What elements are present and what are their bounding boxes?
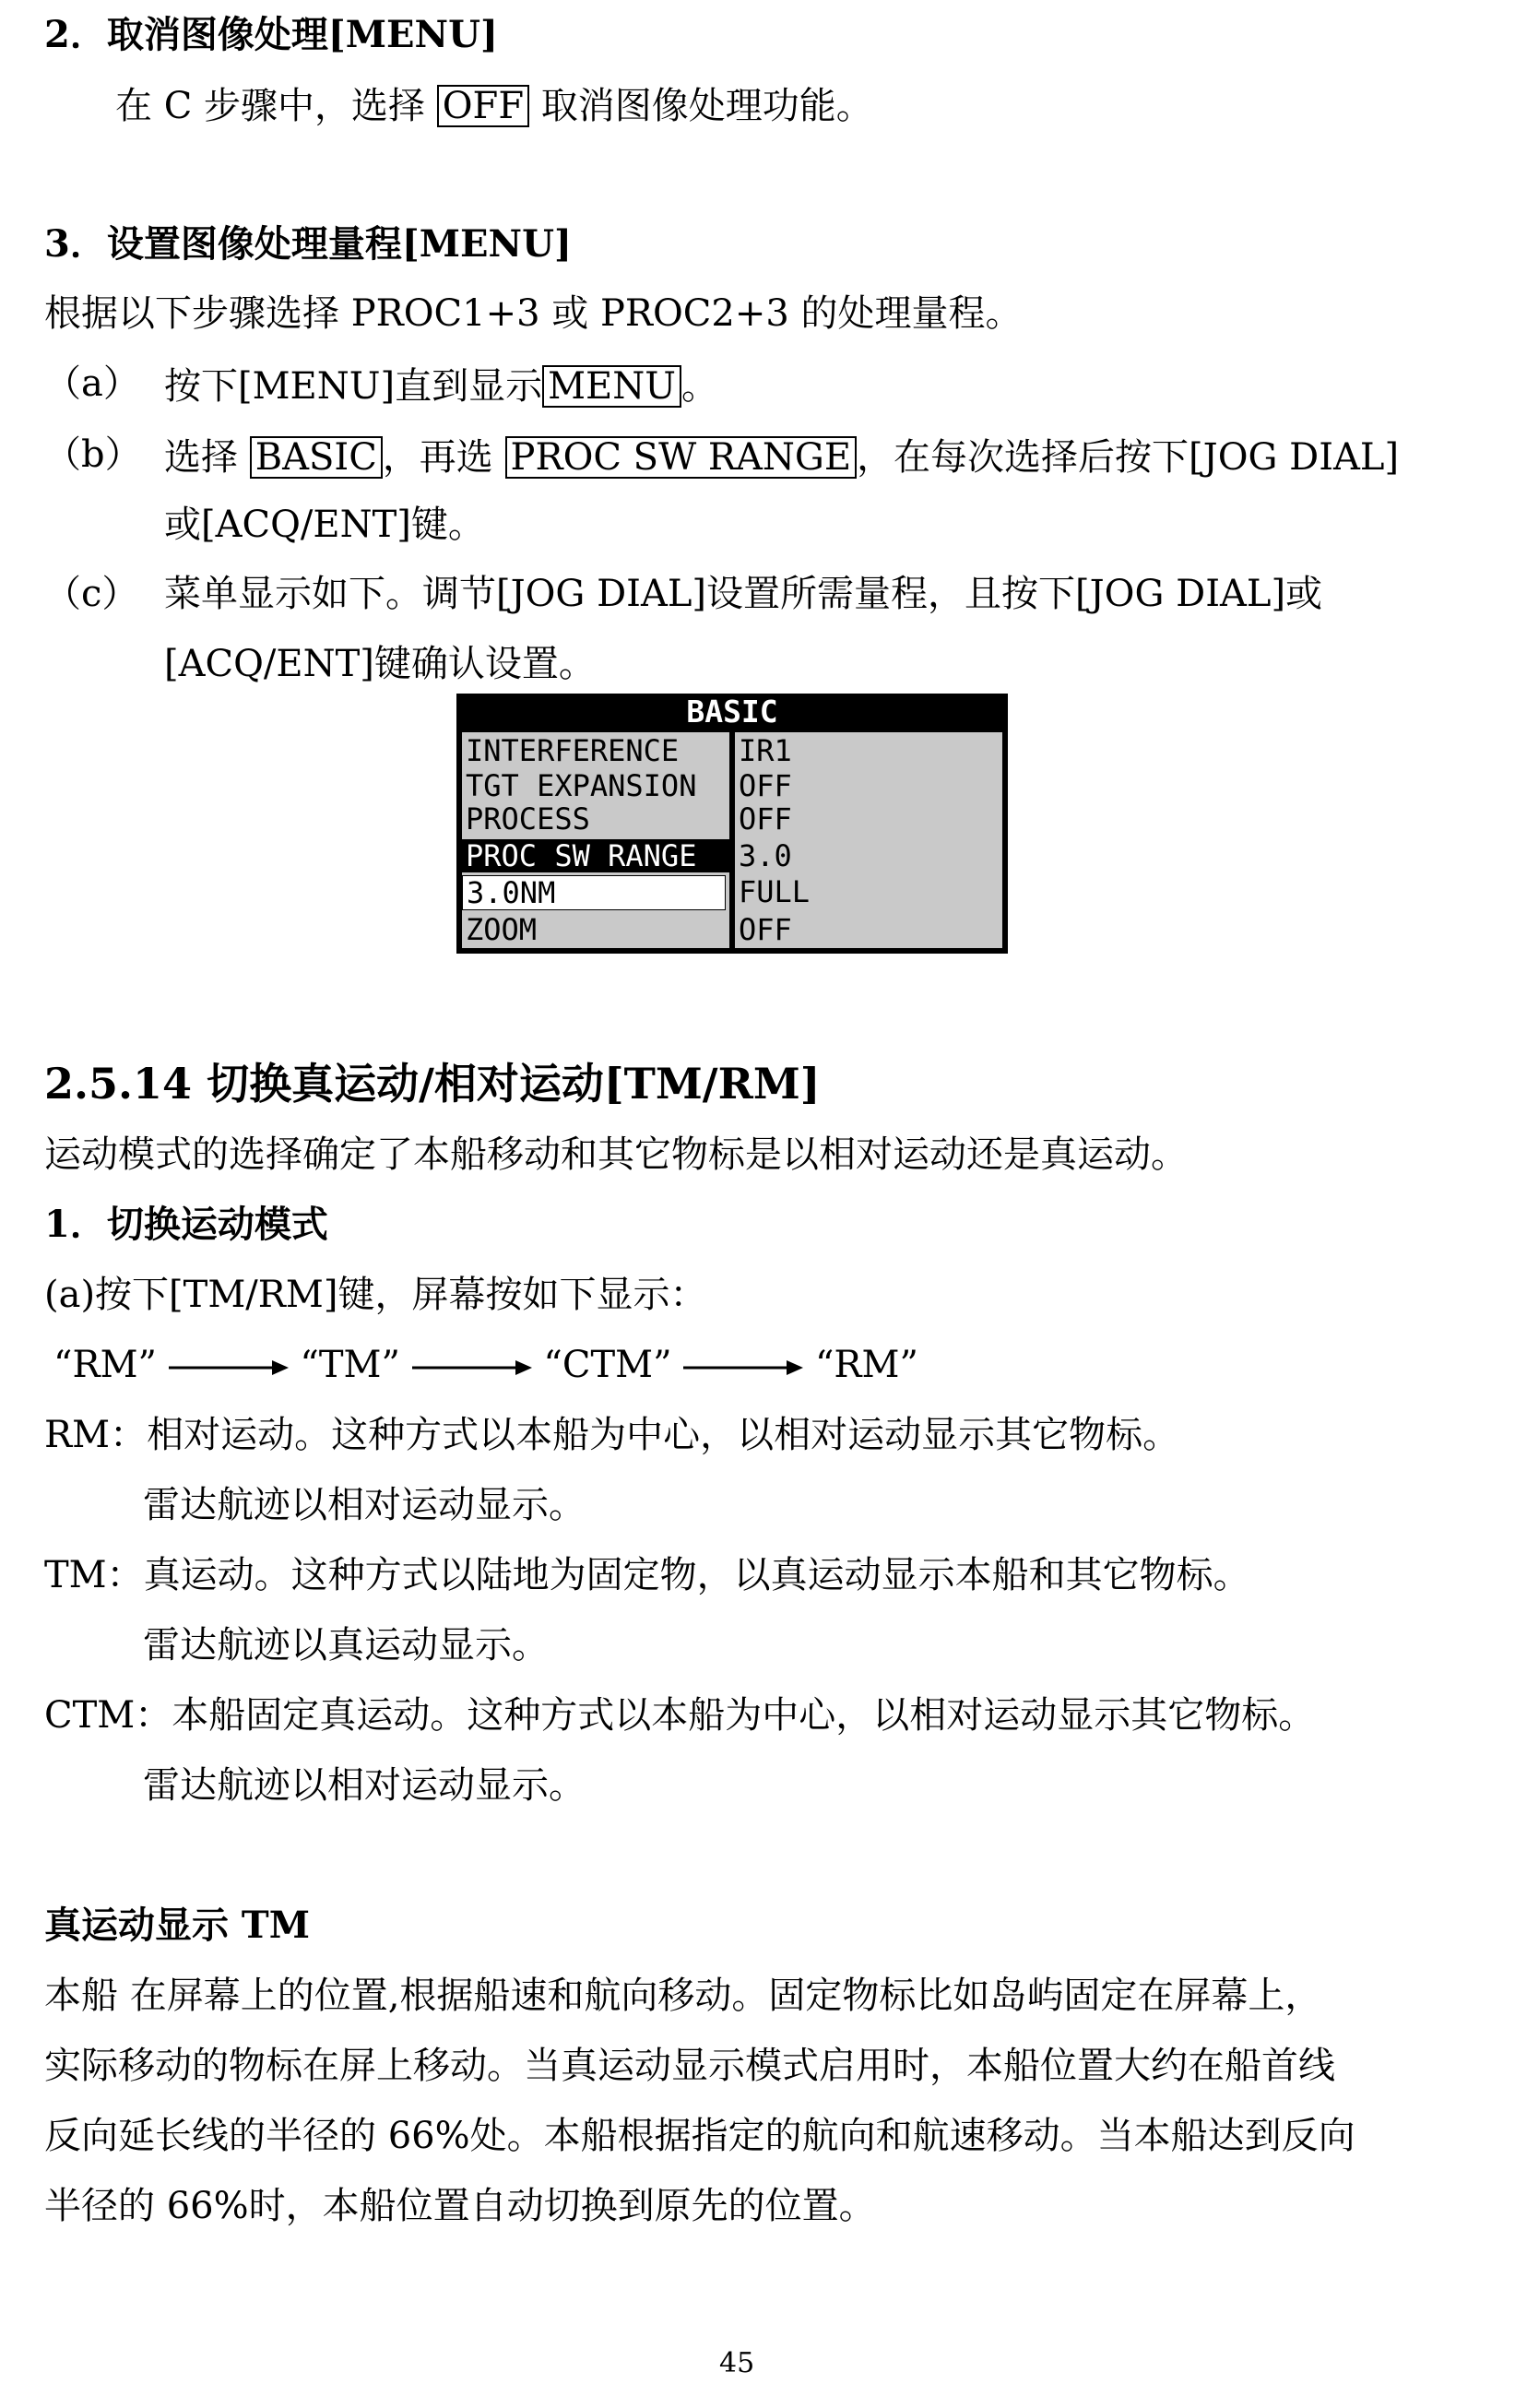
menu-labels-column [462,732,729,948]
subsection-1-title: 1．切换运动模式 [44,1203,328,1246]
basic-option-box: BASIC [250,436,383,479]
menu-row-value: OFF [739,768,792,803]
menu-row-value: FULL [739,874,811,909]
menu-row-label-selected: PROC SW RANGE [462,839,729,872]
text: 。 [681,365,718,408]
text: 在 C 步骤中，选择 [115,85,426,127]
step-b-continued: 或[ACQ/ENT]键。 [164,504,485,546]
menu-row-value: OFF [739,801,792,836]
mode-sequence [53,1344,918,1386]
menu-row-label: ZOOM [466,912,538,947]
step-a-label: （a） [44,362,140,405]
true-motion-paragraph-line: 本船 在屏幕上的位置,根据船速和航向移动。固定物标比如岛屿固定在屏幕上， [44,1975,1322,2017]
off-option-box: OFF [437,85,529,127]
text: 选择 [164,436,238,479]
text: ，再选 [382,436,493,479]
rm-description: RM：相对运动。这种方式以本船为中心，以相对运动显示其它物标。 [44,1414,1180,1456]
true-motion-title: 真运动显示 TM [44,1904,310,1947]
step-b-label: （b） [44,433,142,476]
step-b-text [164,436,1399,479]
mode-rm: “RM” [53,1344,157,1386]
menu-row-label-edit: 3.0NM [462,875,726,910]
menu-title: BASIC [686,694,778,730]
section-2-title: 2．取消图像处理[MENU] [44,13,498,56]
section-3-intro: 根据以下步骤选择 PROC1+3 或 PROC2+3 的处理量程。 [44,292,1023,335]
proc-sw-range-option-box: PROC SW RANGE [505,436,858,479]
arrow-right-icon [169,1358,289,1377]
mode-tm: “TM” [300,1344,400,1386]
text: 按下[MENU]直到显示 [164,365,543,408]
text: ，在每次选择后按下[JOG DIAL] [857,436,1400,479]
section-2-line [115,85,873,127]
section-2-5-14-intro: 运动模式的选择确定了本船移动和其它物标是以相对运动还是真运动。 [44,1133,1188,1176]
menu-row-label: INTERFERENCE [466,733,680,768]
page-number: 45 [719,2347,755,2379]
menu-option-box: MENU [542,365,681,408]
text: 取消图像处理功能。 [540,85,873,127]
step-c-text: 菜单显示如下。调节[JOG DIAL]设置所需量程，且按下[JOG DIAL]或 [164,573,1323,615]
arrow-right-icon [412,1358,532,1377]
menu-row-value: OFF [739,912,792,947]
tm-description: TM：真运动。这种方式以陆地为固定物，以真运动显示本船和其它物标。 [44,1554,1250,1596]
mode-rm: “RM” [814,1344,918,1386]
tm-description-2: 雷达航迹以真运动显示。 [143,1624,549,1667]
menu-values-column [735,732,1002,948]
step-a [44,362,140,405]
section-3-title: 3．设置图像处理量程[MENU] [44,222,572,266]
true-motion-paragraph-line: 半径的 66%时，本船位置自动切换到原先的位置。 [44,2185,876,2227]
basic-menu-screenshot [456,694,1008,954]
rm-description-2: 雷达航迹以相对运动显示。 [143,1484,586,1526]
true-motion-paragraph-line: 反向延长线的半径的 66%处。本船根据指定的航向和航速移动。当本船达到反向 [44,2115,1355,2157]
ctm-description: CTM：本船固定真运动。这种方式以本船为中心，以相对运动显示其它物标。 [44,1694,1316,1737]
menu-row-value: IR1 [739,733,792,768]
step-c-continued: [ACQ/ENT]键确认设置。 [164,643,596,685]
step-a-tmrm: (a)按下[TM/RM]键，屏幕按如下显示： [44,1274,707,1316]
menu-row-label: PROCESS [466,801,590,836]
true-motion-paragraph-line: 实际移动的物标在屏上移动。当真运动显示模式启用时，本船位置大约在船首线 [44,2045,1335,2087]
section-2-5-14-title: 2.5.14 切换真运动/相对运动[TM/RM] [44,1059,821,1109]
arrow-right-icon [683,1358,803,1377]
menu-row-label: TGT EXPANSION [466,768,697,803]
mode-ctm: “CTM” [543,1344,672,1386]
step-a-text [164,365,718,408]
ctm-description-2: 雷达航迹以相对运动显示。 [143,1764,586,1807]
step-c-label: （c） [44,573,139,615]
menu-row-value: 3.0 [739,838,792,873]
